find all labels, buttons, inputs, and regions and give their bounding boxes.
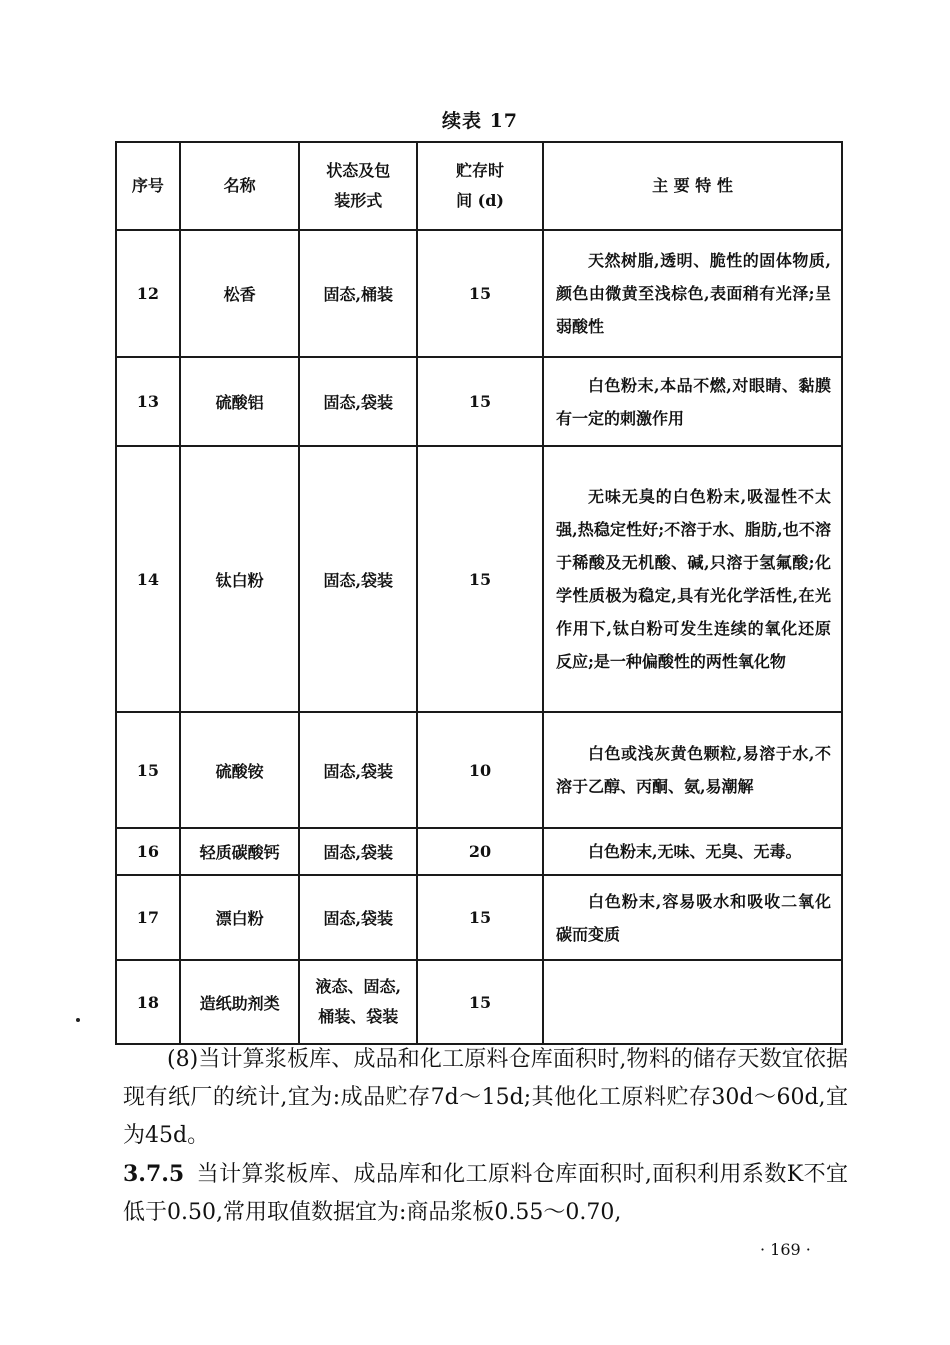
header-state: 状态及包装形式 — [299, 142, 417, 230]
row-name: 松香 — [180, 230, 300, 357]
row-state: 固态,桶装 — [299, 230, 417, 357]
row-feature: 天然树脂,透明、脆性的固体物质,颜色由微黄至浅棕色,表面稍有光泽;呈弱酸性 — [543, 230, 842, 357]
row-feature: 无味无臭的白色粉末,吸湿性不太强,热稳定性好;不溶于水、脂肪,也不溶于稀酸及无机酸、碱,只溶于氢氟酸;化学性质极为稳定,具有光化学活性,在光作用下,钛白粉可发生连续的氧化还原反应;是一种偏酸性的两性氧化物 — [543, 446, 842, 712]
paragraph-area-coefficient — [123, 1155, 848, 1232]
table-row — [116, 828, 842, 875]
row-state: 固态,袋装 — [299, 357, 417, 446]
row-feature: 白色粉末,本品不燃,对眼睛、黏膜有一定的刺激作用 — [543, 357, 842, 446]
scan-speck — [76, 1018, 80, 1022]
table-row — [116, 446, 842, 712]
row-state: 液态、固态,桶装、袋装 — [299, 960, 417, 1044]
row-feature: 白色或浅灰黄色颗粒,易溶于水,不溶于乙醇、丙酮、氨,易潮解 — [543, 712, 842, 828]
row-feature: 白色粉末,无味、无臭、无毒。 — [543, 828, 842, 875]
page-number: · 169 · — [760, 1240, 811, 1259]
header-time: 贮存时间 (d) — [417, 142, 543, 230]
row-time: 10 — [417, 712, 543, 828]
table-row — [116, 875, 842, 960]
row-no: 13 — [116, 357, 180, 446]
row-name: 漂白粉 — [180, 875, 300, 960]
row-name: 硫酸铵 — [180, 712, 300, 828]
row-name: 硫酸铝 — [180, 357, 300, 446]
row-time: 15 — [417, 357, 543, 446]
table-row — [116, 960, 842, 1044]
row-no: 16 — [116, 828, 180, 875]
properties-table — [115, 141, 843, 1045]
table-row — [116, 230, 842, 357]
row-time: 15 — [417, 230, 543, 357]
row-no: 14 — [116, 446, 180, 712]
row-time: 15 — [417, 960, 543, 1044]
row-feature: 白色粉末,容易吸水和吸收二氧化碳而变质 — [543, 875, 842, 960]
header-feature: 主 要 特 性 — [543, 142, 842, 230]
row-time: 15 — [417, 446, 543, 712]
row-feature — [543, 960, 842, 1044]
table-title: 续表 17 — [441, 110, 519, 132]
row-state: 固态,袋装 — [299, 828, 417, 875]
paragraph-text: 当计算浆板库、成品库和化工原料仓库面积时,面积利用系数K不宜低于0.50,常用取值数据宜为:商品浆板0.55～0.70, — [123, 1162, 848, 1225]
row-state: 固态,袋装 — [299, 712, 417, 828]
row-no: 17 — [116, 875, 180, 960]
row-time: 15 — [417, 875, 543, 960]
header-name: 名称 — [180, 142, 300, 230]
table-row — [116, 357, 842, 446]
row-name: 钛白粉 — [180, 446, 300, 712]
row-no: 12 — [116, 230, 180, 357]
row-time: 20 — [417, 828, 543, 875]
table-row — [116, 712, 842, 828]
header-no: 序号 — [116, 142, 180, 230]
row-state: 固态,袋装 — [299, 875, 417, 960]
row-state: 固态,袋装 — [299, 446, 417, 712]
section-number: 3.7.5 — [123, 1161, 185, 1187]
paragraph-storage-days: (8)当计算浆板库、成品和化工原料仓库面积时,物料的储存天数宜依据现有纸厂的统计,宜为:成品贮存7d～15d;其他化工原料贮存30d～60d,宜为45d。 — [123, 1047, 848, 1148]
row-no: 18 — [116, 960, 180, 1044]
table-header-row — [116, 142, 842, 230]
row-name: 轻质碳酸钙 — [180, 828, 300, 875]
row-no: 15 — [116, 712, 180, 828]
row-name: 造纸助剂类 — [180, 960, 300, 1044]
